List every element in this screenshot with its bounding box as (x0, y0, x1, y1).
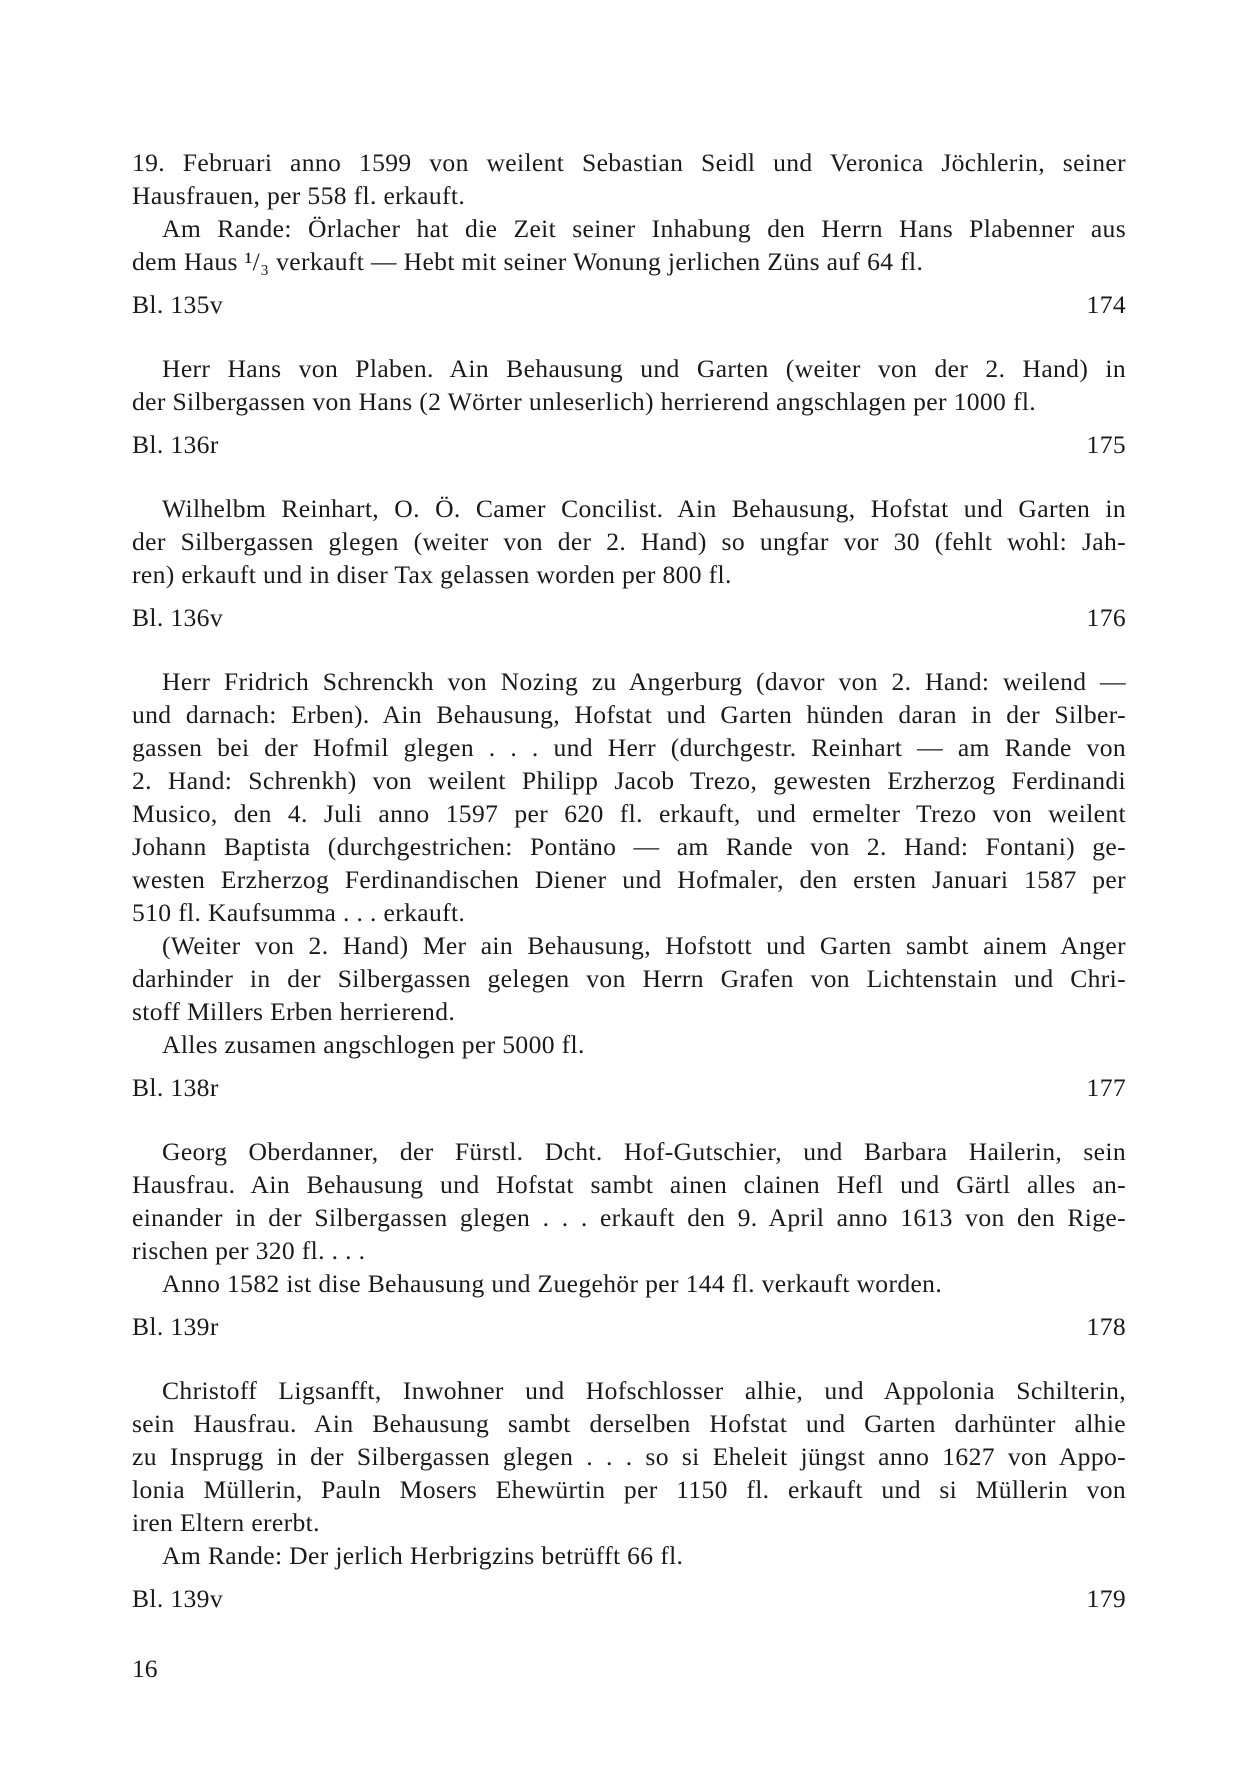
text-line: ren) erkauft und in diser Tax gelassen worden per 800 fl. (132, 560, 732, 589)
entry-number: 178 (1086, 1312, 1126, 1341)
text-line: sein Hausfrau. Ain Behausung sambt derselben Hofstat und Garten darhünter alhie (132, 1409, 1126, 1438)
text-line: westen Erzherzog Ferdinandischen Diener und Hofmaler, den ersten Januari 1587 per (132, 865, 1126, 894)
text-line: iren Eltern ererbt. (132, 1508, 320, 1537)
folio-reference: Bl. 138r (132, 1073, 219, 1102)
text-line: stoff Millers Erben herrierend. (132, 997, 456, 1026)
page-number: 16 (132, 1654, 158, 1683)
folio-reference-row (132, 288, 1126, 321)
text-line: und darnach: Erben). Ain Behausung, Hofstat und Garten hünden daran in der Silber- (132, 700, 1126, 729)
folio-reference: Bl. 136v (132, 603, 223, 632)
entry-number: 176 (1086, 603, 1126, 632)
text-line: rischen per 320 fl. . . . (132, 1236, 366, 1265)
entry-number: 174 (1086, 290, 1126, 319)
paragraph (132, 492, 1126, 591)
paragraph (132, 146, 1126, 212)
paragraph (132, 1374, 1126, 1539)
text-line: 2. Hand: Schrenkh) von weilent Philipp Jacob Trezo, gewesten Erzherzog Ferdinandi (132, 766, 1126, 795)
text-line: Christoff Ligsanfft, Inwohner und Hofschlosser alhie, und Appolonia Schilterin, (162, 1376, 1126, 1405)
text-line: einander in der Silbergassen glegen . . . erkauft den 9. April anno 1613 von den Rige- (132, 1203, 1126, 1232)
text-line: Am Rande: Der jerlich Herbrigzins betrüfft 66 fl. (162, 1541, 684, 1570)
text-line: zu Insprugg in der Silbergassen glegen . . . so si Eheleit jüngst anno 1627 von Appo- (132, 1442, 1126, 1471)
text-line: gassen bei der Hofmil glegen . . . und Herr (durchgestr. Reinhart — am Rande von (132, 733, 1126, 762)
text-line: Musico, den 4. Juli anno 1597 per 620 fl. erkauft, und ermelter Trezo von weilent (132, 799, 1126, 828)
text-line: lonia Müllerin, Pauln Mosers Ehewürtin per 1150 fl. erkauft und si Müllerin von (132, 1475, 1126, 1504)
paragraph (132, 1135, 1126, 1267)
entry (132, 492, 1126, 634)
entry-number: 179 (1086, 1584, 1126, 1613)
text-line: (Weiter von 2. Hand) Mer ain Behausung, Hofstott und Garten sambt ainem Anger (162, 931, 1126, 960)
text-line: der Silbergassen von Hans (2 Wörter unleserlich) herrierend angschlagen per 1000 fl. (132, 387, 1037, 416)
folio-reference-row (132, 1582, 1126, 1615)
text-line: 510 fl. Kaufsumma . . . erkauft. (132, 898, 466, 927)
text-line: Am Rande: Örlacher hat die Zeit seiner Inhabung den Herrn Hans Plabenner aus (162, 214, 1126, 243)
paragraph (132, 929, 1126, 1028)
paragraph (132, 665, 1126, 929)
entry (132, 665, 1126, 1104)
text-line: Herr Hans von Plaben. Ain Behausung und Garten (weiter von der 2. Hand) in (162, 354, 1126, 383)
folio-reference-row (132, 1071, 1126, 1104)
text-line: darhinder in der Silbergassen gelegen von Herrn Grafen von Lichtenstain und Chri- (132, 964, 1126, 993)
entry-number: 175 (1086, 430, 1126, 459)
text-line: Anno 1582 ist dise Behausung und Zuegehör per 144 fl. verkauft worden. (162, 1269, 943, 1298)
folio-reference: Bl. 135v (132, 290, 223, 319)
text-line: Herr Fridrich Schrenckh von Nozing zu Angerburg (davor von 2. Hand: weilend — (162, 667, 1126, 696)
folio-reference: Bl. 139v (132, 1584, 223, 1613)
text-line: Hausfrau. Ain Behausung und Hofstat sambt ainen clainen Hefl und Gärtl alles an- (132, 1170, 1126, 1199)
folio-reference-row (132, 1310, 1126, 1343)
paragraph (132, 212, 1126, 278)
paragraph (132, 1267, 1126, 1300)
paragraph (132, 1028, 1126, 1061)
folio-reference: Bl. 139r (132, 1312, 219, 1341)
entry (132, 146, 1126, 321)
entry (132, 1374, 1126, 1615)
entry-number: 177 (1086, 1073, 1126, 1102)
text-line: der Silbergassen glegen (weiter von der 2. Hand) so ungfar vor 30 (fehlt wohl: Jah- (132, 527, 1126, 556)
text-line: Georg Oberdanner, der Fürstl. Dcht. Hof-Gutschier, und Barbara Hailerin, sein (162, 1137, 1126, 1166)
folio-reference-row (132, 601, 1126, 634)
entry (132, 352, 1126, 461)
paragraph (132, 1539, 1126, 1572)
text-line: Johann Baptista (durchgestrichen: Pontäno — am Rande von 2. Hand: Fontani) ge- (132, 832, 1126, 861)
text-line: Hausfrauen, per 558 fl. erkauft. (132, 181, 466, 210)
text-line: 19. Februari anno 1599 von weilent Sebastian Seidl und Veronica Jöchlerin, seiner (132, 148, 1126, 177)
text-line: dem Haus ¹/₃ verkauft — Hebt mit seiner Wonung jerlichen Züns auf 64 fl. (132, 247, 924, 276)
text-line: Wilhelbm Reinhart, O. Ö. Camer Concilist. Ain Behausung, Hofstat und Garten in (162, 494, 1126, 523)
entry (132, 1135, 1126, 1343)
folio-reference: Bl. 136r (132, 430, 219, 459)
text-block (132, 146, 1126, 1615)
folio-reference-row (132, 428, 1126, 461)
text-line: Alles zusamen angschlogen per 5000 fl. (162, 1030, 585, 1059)
paragraph (132, 352, 1126, 418)
